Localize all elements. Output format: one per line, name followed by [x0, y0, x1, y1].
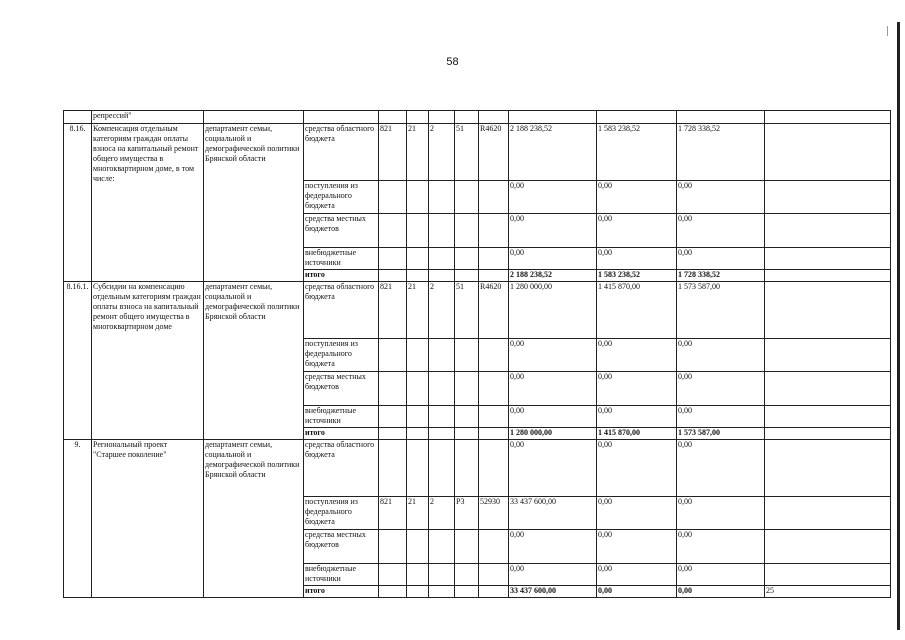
- code-cell: [455, 428, 479, 440]
- amount-cell: 0,00: [597, 564, 677, 586]
- code-cell: [455, 214, 479, 248]
- code-cell: [379, 406, 407, 428]
- funding-source: поступления из федерального бюджета: [304, 181, 379, 214]
- scan-edge-bar: [897, 22, 900, 630]
- code-cell: [379, 270, 407, 282]
- code-cell: P3: [455, 497, 479, 530]
- amount-cell: 2 188 238,52: [509, 124, 597, 181]
- code-cell: 2: [429, 124, 455, 181]
- cell-empty: [304, 111, 379, 124]
- amount-cell: 0,00: [597, 372, 677, 406]
- code-cell: [479, 440, 509, 497]
- code-cell: [479, 248, 509, 270]
- code-cell: 51: [455, 124, 479, 181]
- code-cell: R4620: [479, 124, 509, 181]
- funding-source: средства областного бюджета: [304, 124, 379, 181]
- funding-source: итого: [304, 270, 379, 282]
- item-number: 9.: [64, 440, 92, 598]
- amount-cell: 0,00: [509, 564, 597, 586]
- amount-cell: 1 280 000,00: [509, 428, 597, 440]
- code-cell: [429, 248, 455, 270]
- amount-cell: 1 728 338,52: [677, 270, 765, 282]
- code-cell: [407, 181, 429, 214]
- code-cell: [455, 440, 479, 497]
- funding-source: средства местных бюджетов: [304, 530, 379, 564]
- code-cell: [455, 586, 479, 598]
- amount-cell: 0,00: [677, 530, 765, 564]
- cell-empty: [455, 111, 479, 124]
- amount-cell: 0,00: [509, 530, 597, 564]
- code-cell: [429, 428, 455, 440]
- amount-cell: 1 573 587,00: [677, 428, 765, 440]
- amount-cell: 0,00: [509, 181, 597, 214]
- code-cell: 821: [379, 497, 407, 530]
- funding-source: средства местных бюджетов: [304, 214, 379, 248]
- amount-cell: 0,00: [597, 248, 677, 270]
- amount-cell: 1 583 238,52: [597, 270, 677, 282]
- note-cell: [765, 270, 891, 282]
- cell-empty: [64, 111, 92, 124]
- code-cell: [407, 214, 429, 248]
- note-cell: [765, 248, 891, 270]
- cell-empty: [204, 111, 304, 124]
- amount-cell: 0,00: [677, 564, 765, 586]
- code-cell: [407, 440, 429, 497]
- cell-empty: [597, 111, 677, 124]
- code-cell: 821: [379, 124, 407, 181]
- code-cell: 2: [429, 497, 455, 530]
- amount-cell: 0,00: [509, 372, 597, 406]
- funding-source: средства местных бюджетов: [304, 372, 379, 406]
- amount-cell: 0,00: [597, 339, 677, 372]
- code-cell: [429, 406, 455, 428]
- header-fragment-row: [64, 111, 891, 124]
- cell-empty: [429, 111, 455, 124]
- funding-source: итого: [304, 586, 379, 598]
- code-cell: [479, 214, 509, 248]
- amount-cell: 0,00: [677, 497, 765, 530]
- amount-cell: 0,00: [509, 406, 597, 428]
- funding-source: внебюджетные источники: [304, 248, 379, 270]
- code-cell: 51: [455, 282, 479, 339]
- code-cell: [407, 406, 429, 428]
- note-cell: [765, 181, 891, 214]
- table-row: [64, 282, 891, 339]
- code-cell: 21: [407, 282, 429, 339]
- note-cell: [765, 372, 891, 406]
- note-cell: [765, 428, 891, 440]
- code-cell: [407, 564, 429, 586]
- code-cell: [455, 406, 479, 428]
- note-cell: [765, 497, 891, 530]
- code-cell: [379, 181, 407, 214]
- item-executor: департамент семьи, социальной и демографической политики Брянской области: [204, 282, 304, 440]
- note-cell: [765, 564, 891, 586]
- code-cell: [429, 440, 455, 497]
- cell-empty: [379, 111, 407, 124]
- note-cell: [765, 440, 891, 497]
- code-cell: [479, 339, 509, 372]
- funding-source: средства областного бюджета: [304, 282, 379, 339]
- item-name: Компенсация отдельным категориям граждан оплаты взноса на капитальный ремонт общего имущества в многоквартирном доме, в том числе:: [92, 124, 204, 282]
- amount-cell: 1 280 000,00: [509, 282, 597, 339]
- code-cell: [429, 530, 455, 564]
- code-cell: [429, 270, 455, 282]
- amount-cell: 0,00: [509, 214, 597, 248]
- code-cell: [379, 428, 407, 440]
- code-cell: [379, 339, 407, 372]
- code-cell: [379, 248, 407, 270]
- code-cell: 52930: [479, 497, 509, 530]
- code-cell: [455, 372, 479, 406]
- code-cell: [379, 372, 407, 406]
- funding-source: итого: [304, 428, 379, 440]
- code-cell: [479, 428, 509, 440]
- code-cell: [379, 440, 407, 497]
- code-cell: [479, 270, 509, 282]
- code-cell: 2: [429, 282, 455, 339]
- code-cell: [429, 586, 455, 598]
- code-cell: [429, 214, 455, 248]
- code-cell: [407, 530, 429, 564]
- code-cell: [407, 270, 429, 282]
- amount-cell: 1 415 870,00: [597, 282, 677, 339]
- amount-cell: 0,00: [677, 181, 765, 214]
- amount-cell: 0,00: [509, 248, 597, 270]
- code-cell: [455, 339, 479, 372]
- table-row: [64, 440, 891, 497]
- code-cell: [455, 564, 479, 586]
- header-fragment: репрессий": [92, 111, 204, 124]
- code-cell: 21: [407, 497, 429, 530]
- code-cell: [455, 530, 479, 564]
- cell-empty: [479, 111, 509, 124]
- funding-source: поступления из федерального бюджета: [304, 339, 379, 372]
- code-cell: [479, 530, 509, 564]
- table-row: [64, 124, 891, 181]
- code-cell: [479, 586, 509, 598]
- amount-cell: 0,00: [677, 406, 765, 428]
- item-executor: департамент семьи, социальной и демографической политики Брянской области: [204, 124, 304, 282]
- code-cell: [379, 214, 407, 248]
- amount-cell: 0,00: [597, 586, 677, 598]
- amount-cell: 1 583 238,52: [597, 124, 677, 181]
- amount-cell: 0,00: [597, 497, 677, 530]
- code-cell: [379, 564, 407, 586]
- code-cell: 821: [379, 282, 407, 339]
- code-cell: [479, 564, 509, 586]
- item-name: Субсидии на компенсацию отдельным категориям граждан оплаты взноса на капитальный ремонт общего имущества в многоквартирном доме: [92, 282, 204, 440]
- code-cell: [429, 181, 455, 214]
- amount-cell: 0,00: [677, 248, 765, 270]
- budget-table: [63, 110, 891, 598]
- note-cell: 25: [765, 586, 891, 598]
- code-cell: [407, 586, 429, 598]
- code-cell: [429, 339, 455, 372]
- amount-cell: 1 415 870,00: [597, 428, 677, 440]
- page-number: 58: [446, 56, 459, 68]
- code-cell: [429, 564, 455, 586]
- amount-cell: 0,00: [597, 406, 677, 428]
- scan-edge-tick: [887, 26, 888, 36]
- note-cell: [765, 406, 891, 428]
- cell-empty: [765, 111, 891, 124]
- code-cell: [407, 372, 429, 406]
- amount-cell: 0,00: [509, 440, 597, 497]
- cell-empty: [407, 111, 429, 124]
- amount-cell: 0,00: [597, 181, 677, 214]
- note-cell: [765, 530, 891, 564]
- code-cell: [429, 372, 455, 406]
- code-cell: [455, 181, 479, 214]
- amount-cell: 2 188 238,52: [509, 270, 597, 282]
- amount-cell: 0,00: [677, 586, 765, 598]
- item-name: Региональный проект "Старшее поколение": [92, 440, 204, 598]
- amount-cell: 1 728 338,52: [677, 124, 765, 181]
- funding-source: поступления из федерального бюджета: [304, 497, 379, 530]
- code-cell: [407, 428, 429, 440]
- amount-cell: 0,00: [677, 214, 765, 248]
- note-cell: [765, 282, 891, 339]
- code-cell: [407, 339, 429, 372]
- funding-source: внебюджетные источники: [304, 564, 379, 586]
- item-number: 8.16.1.: [64, 282, 92, 440]
- item-executor: департамент семьи, социальной и демографической политики Брянской области: [204, 440, 304, 598]
- cell-empty: [509, 111, 597, 124]
- code-cell: [455, 248, 479, 270]
- code-cell: [479, 372, 509, 406]
- code-cell: 21: [407, 124, 429, 181]
- code-cell: [455, 270, 479, 282]
- amount-cell: 0,00: [677, 440, 765, 497]
- cell-empty: [677, 111, 765, 124]
- code-cell: [479, 406, 509, 428]
- item-number: 8.16.: [64, 124, 92, 282]
- code-cell: R4620: [479, 282, 509, 339]
- code-cell: [479, 181, 509, 214]
- amount-cell: 0,00: [597, 440, 677, 497]
- funding-source: внебюджетные источники: [304, 406, 379, 428]
- note-cell: [765, 339, 891, 372]
- amount-cell: 0,00: [509, 339, 597, 372]
- note-cell: [765, 124, 891, 181]
- code-cell: [379, 586, 407, 598]
- note-cell: [765, 214, 891, 248]
- amount-cell: 0,00: [677, 339, 765, 372]
- amount-cell: 0,00: [597, 214, 677, 248]
- amount-cell: 33 437 600,00: [509, 586, 597, 598]
- amount-cell: 33 437 600,00: [509, 497, 597, 530]
- amount-cell: 0,00: [677, 372, 765, 406]
- code-cell: [379, 530, 407, 564]
- funding-source: средства областного бюджета: [304, 440, 379, 497]
- code-cell: [407, 248, 429, 270]
- amount-cell: 1 573 587,00: [677, 282, 765, 339]
- amount-cell: 0,00: [597, 530, 677, 564]
